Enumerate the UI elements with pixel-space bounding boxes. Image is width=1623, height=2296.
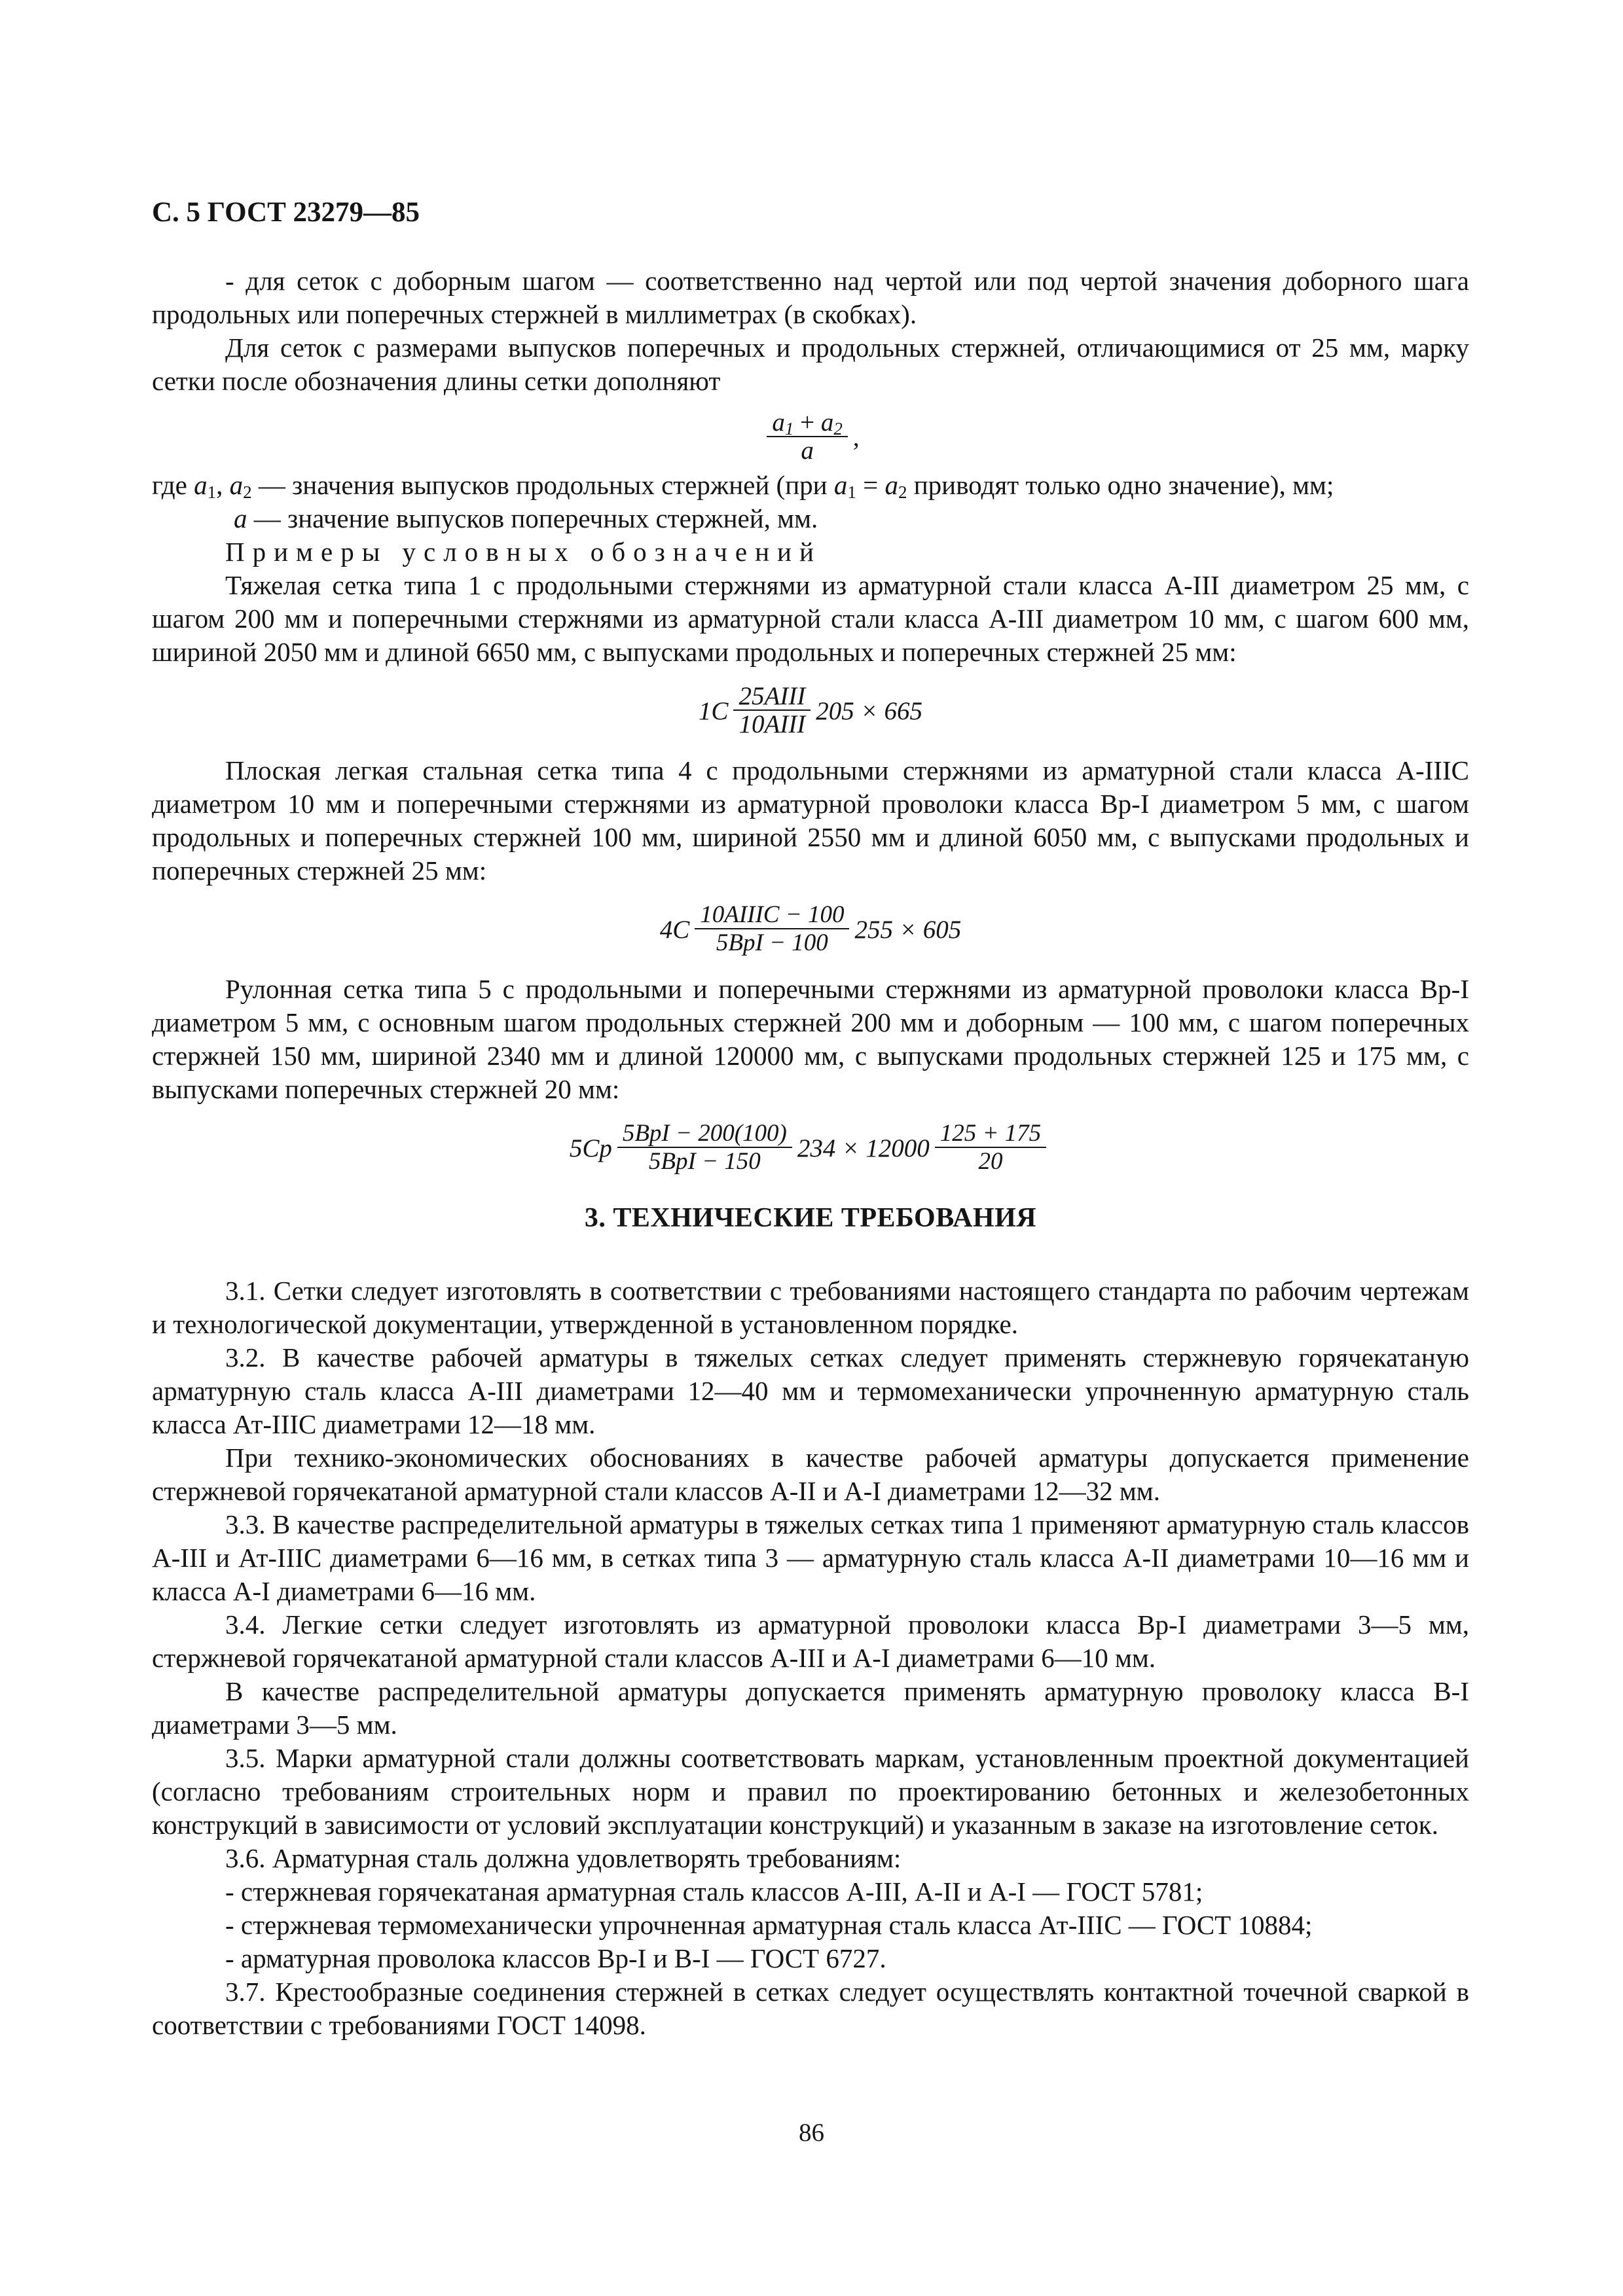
fraction-heavy-mesh: $\frac{\text{25АIII}}{\text{10АIII}}$ [733, 683, 811, 738]
paragraph-outlet-sizes: Для сеток с размерами выпусков поперечных и продольных стержней, отличающимися от 25 мм, марку сетки после обозначения длины сетки дополняют [152, 332, 1469, 396]
clause-3-5: 3.5. Марки арматурной стали должны соответствовать маркам, установленным проектной документацией (согласно требованиям строительных норм и правил по проектированию бетонных и железобетонных конструкций в зависимости от условий эксплуатации конструкций) и указанным в заказе на изготовление сеток. [152, 1743, 1469, 1840]
running-head: С. 5 ГОСТ 23279—85 [152, 197, 420, 228]
clause-3-6: 3.6. Арматурная сталь должна удовлетворять требованиям: [225, 1843, 902, 1873]
fraction-denominator: a [801, 437, 814, 465]
fraction-roll-mesh-outlets: $\frac{125 + 175}{20}$ [935, 1121, 1046, 1175]
clause-3-4: 3.4. Легкие сетки следует изготовлять из арматурной проволоки класса Вр-I диаметрами 3—5 мм, стержневой горячекатаной арматурной стали классов А-III и А-I диаметрами 6—10 мм. [152, 1609, 1469, 1673]
fraction-outlets [767, 410, 848, 465]
clause-3-7: 3.7. Крестообразные соединения стержней в сетках следует осуществлять контактной точечной сваркой в соответствии с требованиями ГОСТ 14098. [152, 1977, 1469, 2040]
clause-3-2: 3.2. В качестве рабочей арматуры в тяжелых сетках следует применять стержневую горячекатаную арматурную сталь класса А-III диаметрами 12—40 мм и термомеханически упрочненную арматурную сталь класса Ат-IIIС диаметрами 12—18 мм. [152, 1342, 1469, 1439]
formula-roll-mesh: 5Ср $\frac{\text{5ВрI − 200(100)}}{\text{5ВрI − 150}}$ 234 × 12000 $\frac{125 + 175}{20}$ [152, 1121, 1469, 1175]
examples-heading: Примеры условных обозначений [225, 537, 822, 567]
section-title: 3. ТЕХНИЧЕСКИЕ ТРЕБОВАНИЯ [584, 1203, 1037, 1233]
formula-flat-mesh: 4С $\frac{\text{10АIIIС − 100}}{\text{5ВрI − 100}}$ 255 × 605 [659, 901, 962, 956]
document-page [152, 196, 1469, 2042]
clause-3-2-note: При технико-экономических обоснованиях в качестве рабочей арматуры допускается применение стержневой горячекатаной арматурной стали классов А-II и А-I диаметрами 12—32 мм. [152, 1443, 1469, 1506]
example-heavy-mesh: Тяжелая сетка типа 1 с продольными стержнями из арматурной стали класса А-III диаметром 25 мм, с шагом 200 мм и поперечными стержнями из арматурной стали класса А-III диаметром 10 мм, с шагом 600 мм, шириной 2050 мм и длиной 6650 мм, с выпусками продольных и поперечных стержней 25 мм: [152, 570, 1469, 667]
fraction-roll-mesh-bars: $\frac{\text{5ВрI − 200(100)}}{\text{5ВрI − 150}}$ [617, 1121, 792, 1175]
clause-3-3: 3.3. В качестве распределительной арматуры в тяжелых сетках типа 1 применяют арматурную сталь классов А-III и Ат-IIIС диаметрами 6—16 мм, в сетках типа 3 — арматурную сталь класса А-II диаметрами 10—16 мм и класса А-I диаметрами 6—16 мм. [152, 1509, 1469, 1606]
example-roll-mesh: Рулонная сетка типа 5 с продольными и поперечными стержнями из арматурной проволоки класса Вр-I диаметром 5 мм, с основным шагом продольных стержней 200 мм и доборным — 100 мм, с шагом поперечных стержней 150 мм, шириной 2340 мм и длиной 120000 мм, с выпусками продольных стержней 125 и 175 мм, с выпусками поперечных стержней 20 мм: [152, 974, 1469, 1104]
formula-heavy-mesh: 1С $\frac{\text{25АIII}}{\text{10АIII}}$ 205 × 665 [698, 682, 923, 738]
formula-outlets: $\frac{a_1 + a_2}{a}$ , [152, 410, 1469, 465]
fraction-numerator: $a_1 + a_2$ [767, 410, 848, 437]
clause-3-4-note: В качестве распределительной арматуры допускается применять арматурную проволоку класса В-I диаметрами 3—5 мм. [152, 1676, 1469, 1740]
fraction-flat-mesh: $\frac{\text{10АIIIС − 100}}{\text{5ВрI − 100}}$ [695, 902, 849, 957]
where-clause-a: a — значение выпусков поперечных стержней, мм. [234, 503, 818, 533]
clause-3-1: 3.1. Сетки следует изготовлять в соответствии с требованиями настоящего стандарта по рабочим чертежам и технологической документации, утвержденной в установленном порядке. [152, 1276, 1469, 1339]
list-item: - стержневая термомеханически упрочненная арматурная сталь класса Ат-IIIС — ГОСТ 10884; [225, 1910, 1313, 1940]
example-flat-mesh: Плоская легкая стальная сетка типа 4 с продольными стержнями из арматурной стали класса А-IIIС диаметром 10 мм и поперечными стержнями из арматурной проволоки класса Вр-I диаметром 5 мм, с шагом продольных и поперечных стержней 100 мм, шириной 2550 мм и длиной 6050 мм, с выпусками продольных и поперечных стержней 25 мм: [152, 755, 1469, 886]
where-clause-a1-a2: где $a_1$, $a_2$ — значения выпусков продольных стержней (при $a_1 = a_2$ приводят только одно значение), мм; [152, 470, 1334, 502]
list-item: - арматурная проволока классов Вр-I и В-I — ГОСТ 6727. [225, 1943, 886, 1973]
list-item: - стержневая горячекатаная арматурная сталь классов А-III, А-II и А-I — ГОСТ 5781; [225, 1876, 1203, 1907]
paragraph-additional-step: - для сеток с доборным шагом — соответственно над чертой или под чертой значения доборного шага продольных или поперечных стержней в миллиметрах (в скобках). [152, 266, 1469, 329]
page-number: 86 [799, 2119, 824, 2147]
